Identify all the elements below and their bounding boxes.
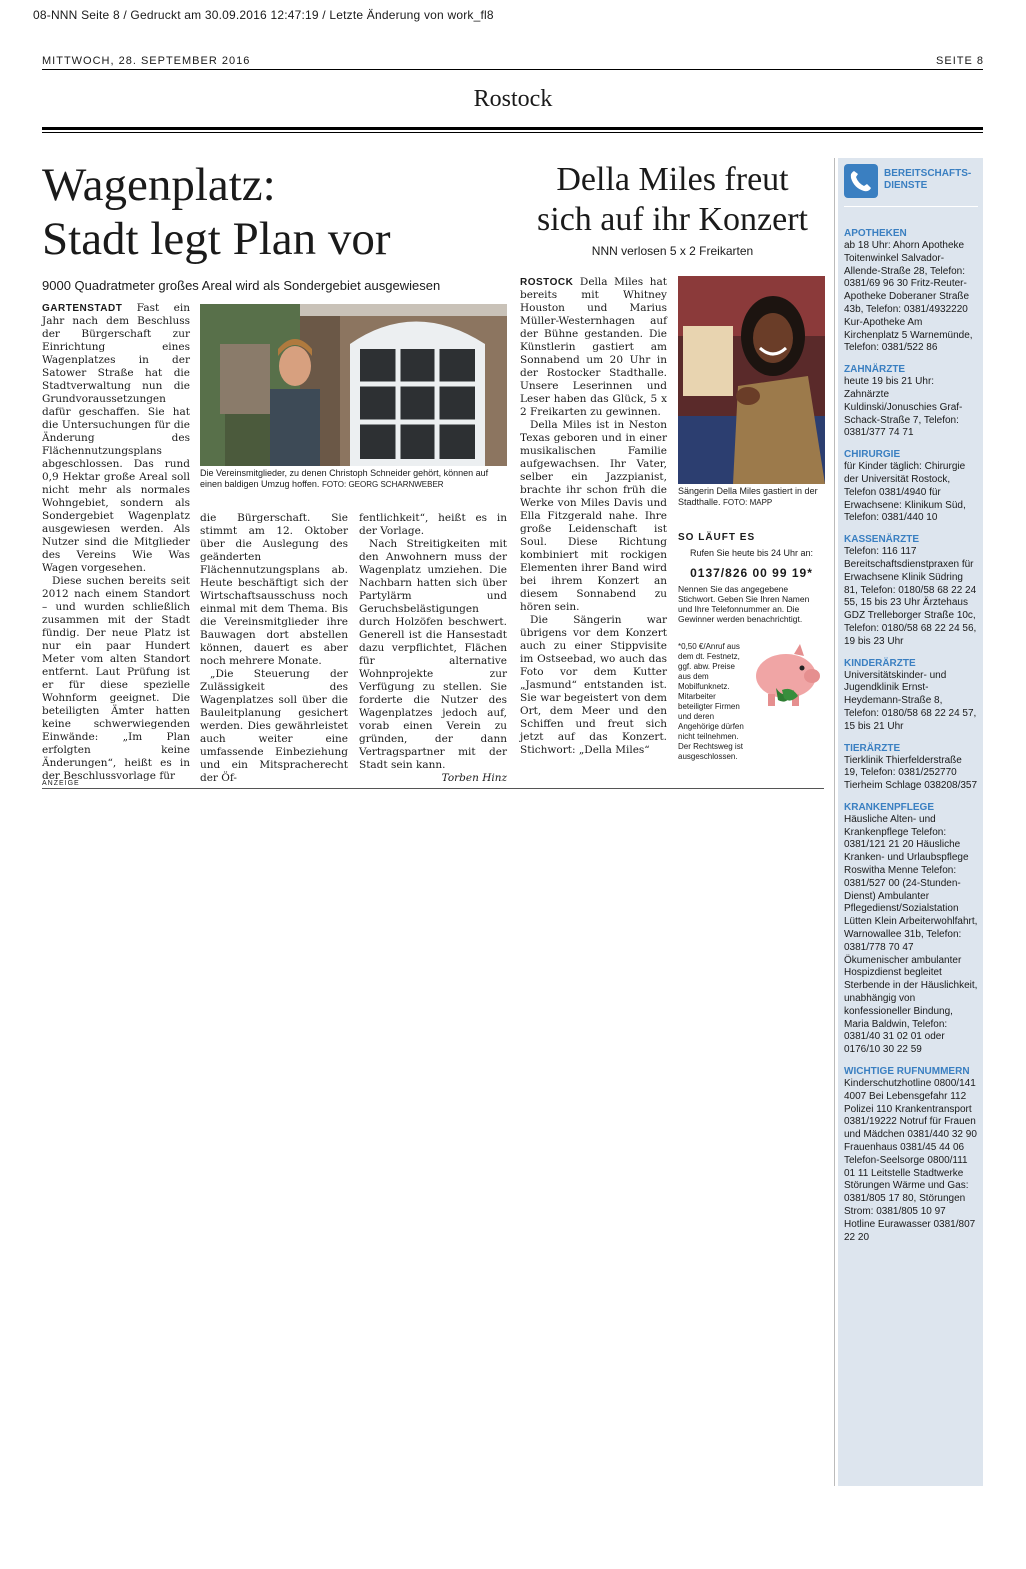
bereitschaftsdienste-sidebar — [838, 158, 983, 1486]
sidebar-title-line2: DIENSTE — [884, 180, 928, 191]
article2-photo-caption — [678, 486, 825, 508]
sidebar-category: KASSENÄRZTE — [844, 534, 920, 546]
article2-paragraph: Della Miles hat bereits mit Whitney Houston und Marius Müller-Westernhagen auf der Bühne gestanden. Die Künstlerin gastiert am Sonnabend um 20 Uhr in der Rostocker Stadthalle. Unsere Leserinnen und Leser haben das Glück, 5 x 2 Freikarten zu gewinnen. — [520, 276, 667, 418]
contest-instructions: Nennen Sie das angegebene Stichwort. Geben Sie Ihren Namen und Ihre Telefonnummer an. Die Gewinner werden benachrichtigt. — [678, 584, 810, 624]
section-title: Rostock — [473, 86, 553, 112]
article1-column-2 — [200, 512, 348, 785]
article2-column — [520, 276, 667, 757]
issue-date: MITTWOCH, 28. SEPTEMBER 2016 — [42, 55, 251, 67]
article1-caption-text: Die Vereinsmitglieder, zu denen Christoph Schneider gehört, können auf einen baldigen Umzug hoffen. — [200, 468, 489, 489]
contest-phone-number: 0137/826 00 99 19* — [690, 566, 813, 580]
sidebar-category: CHIRURGIE — [844, 449, 901, 461]
sidebar-entry: Kinderschutzhotline 0800/141 4007 Bei Lebensgefahr 112 Polizei 110 Krankentransport 0381/19222 Notruf für Frauen und Mädchen 0381/440 32 90 Frauenhaus 0381/45 44 06 Telefon-Seelsorge 0800/111 01 11 Leitstelle Stadtwerke Störungen Wärme und Gas: 0381/805 17 80, Störungen Strom: 0381/805 10 97 Hotline Eurawasser 0381/807 22 20 — [844, 1078, 977, 1243]
sidebar-rule — [844, 206, 978, 207]
article1-headline-line2: Stadt legt Plan vor — [42, 213, 391, 265]
page-number: SEITE 8 — [936, 55, 984, 67]
sidebar-category: ZAHNÄRZTE — [844, 364, 906, 376]
article2-headline-line1: Della Miles freut — [556, 161, 789, 198]
sidebar-separator — [834, 158, 835, 1486]
article2-headline-line2: sich auf ihr Konzert — [537, 201, 808, 238]
article2-paragraph: Die Sängerin war übrigens vor dem Konzert auch zu einer Stippvisite im Ostseebad, wo auch das Foto vor dem Kutter „Jasmund“ entstanden ist. Sie war begeistert von dem Ort, dem Meer und den Schiffen und freut sich jetzt auf das Konzert. Stichwort: „Della Miles“ — [520, 614, 667, 756]
sidebar-category: TIERÄRZTE — [844, 742, 901, 754]
sidebar-category: KINDERÄRZTE — [844, 657, 916, 669]
article1-dateline: GARTENSTADT — [42, 303, 123, 314]
sidebar-entry: Häusliche Alten- und Krankenpflege Telefon: 0381/121 21 20 Häusliche Kranken- und Urlaubspflege Roswitha Menne Telefon: 0381/527 00 (24-Stunden-Dienst) Ambulanter Pflegedienst/Sozialstation Lütten Klein Arbeiterwohlfahrt, Warnowallee 31b, Telefon: 0381/778 70 47 Ökumenischer ambulanter Hospizdienst begleitet Sterbende in der Häuslichkeit, unabhängig von konfessioneller Bindung, Maria Baldwin, Telefon: 0381/40 31 02 01 oder 0176/10 30 22 59 — [844, 813, 978, 1056]
article1-headline — [42, 158, 512, 266]
article2-subhead: NNN verlosen 5 x 2 Freikarten — [591, 244, 754, 258]
article1-paragraph: „Die Steuerung der Zulässigkeit des Wagenplatzes soll über die Bauleitplanung gesichert werden. Dies gewährleistet auch weiter eine umfassende Einbeziehung und ein Mitspracherecht der Öf- — [200, 668, 348, 784]
article1-paragraph: die Bürgerschaft. Sie stimmt am 12. Oktober über die Auslegung des geänderten Flächennutzungsplans ab. Heute beschäftigt sich der Wirtschaftsausschuss noch einmal mit dem Thema. Bis die Vereinsmitglieder ihre Bauwagen dort abstellen können, dauert es aber noch mehrere Monate. — [200, 512, 348, 667]
article1-column-1 — [42, 302, 190, 783]
sidebar-category: WICHTIGE RUFNUMMERN — [844, 1066, 970, 1078]
piggy-bank-icon — [746, 640, 824, 712]
article1-paragraph: Nach Streitigkeiten mit den Anwohnern muss der Wagenplatz umziehen. Die Nachbarn hatten sich über Partylärm und Geruchsbelästigungen durch Holzöfen beschwert. Generell ist die Hansestadt dazu verpflichtet, Flächen für alternative Wohnprojekte zur Verfügung zu stellen. Sie forderte die Nutzer des Wagenplatzes jedoch auf, vorab einen Verein zu gründen, der dann Vertragspartner mit der Stadt sein kann. — [359, 538, 507, 771]
article1-headline-line1: Wagenplatz: — [42, 159, 276, 211]
article1-paragraph: Fast ein Jahr nach dem Beschluss der Bürgerschaft zur Einrichtung eines Wagenplatzes in der Satower Straße hat die Stadtverwaltung nun die Grundvoraussetzungen dafür geschaffen. Sie hat die Untersuchungen für die Änderung des Flächennutzungsplans abgeschlossen. Das rund 0,9 Hektar große Areal soll nicht mehr als normales Wohngebiet, sondern als Sondergebiet Wagenplatz ausgewiesen werden. Als Nutzer sind die Mitglieder des Vereins Wie Was Wagen vorgesehen. — [42, 302, 190, 574]
anzeige-rule — [42, 788, 824, 789]
sidebar-entry: ab 18 Uhr: Ahorn Apotheke Toitenwinkel Salvador-Allende-Straße 28, Telefon: 0381/69 96 30 Fritz-Reuter-Apotheke Doberaner Straße 43b, Telefon: 0381/4932220 Kur-Apotheke Am Kirchenplatz 5 Warnemünde, Telefon: 0381/522 86 — [844, 240, 973, 354]
article2-paragraph: Della Miles ist in Neston Texas geboren und in einer musikalischen Familie aufgewachsen. Ihr Vater, selber ein Jazzpianist, brachte ihr schon früh die Werke von Miles Davis und Ella Fitzgerald nahe. Ihre große Leidenschaft ist Soul. Diese Richtung kombiniert mit rockigen Elementen ihrer Band wird bei ihrem Konzert an diesem Sonnabend zu hören sein. — [520, 419, 667, 613]
sidebar-title — [884, 168, 971, 192]
wagenplatz-photo — [200, 304, 507, 466]
contest-box-heading: SO LÄUFT ES — [678, 532, 756, 543]
article2-headline — [515, 160, 830, 240]
anzeige-label: ANZEIGE — [42, 780, 80, 787]
sidebar-list — [844, 228, 978, 1244]
sidebar-entry: Tierklinik Thierfelderstraße 19, Telefon: 0381/252770 Tierheim Schlage 038208/357 — [844, 754, 978, 792]
phone-icon — [844, 164, 878, 198]
sidebar-entry: heute 19 bis 21 Uhr: Zahnärzte Kuldinski/Jonuschies Graf-Schack-Straße 7, Telefon: 0381/377 74 71 — [844, 376, 963, 439]
sidebar-category: APOTHEKEN — [844, 228, 907, 239]
article1-paragraph: Diese suchen bereits seit 2012 nach einem Standort – und wurden schließlich zusammen mit der Stadt fündig. Der neue Platz ist nur ein paar Hundert Meter vom alten Standort entfernt. Laut Prüfung ist er für diese spezielle Wohnform geeignet. Die beteiligten Ämter hatten keine schwerwiegenden Einwände: „Im Plan erfolgten keine Änderungen“, heißt es in der Beschlussvorlage für — [42, 575, 190, 782]
header-rule — [42, 69, 983, 70]
section-rule-thick — [42, 127, 983, 130]
della-miles-photo — [678, 276, 825, 484]
contest-fine-print: *0,50 €/Anruf aus dem dt. Festnetz, ggf. abw. Preise aus dem Mobilfunknetz. Mitarbeiter beteiligter Firmen und deren Angehörige dürfen nicht teilnehmen. Der Rechtsweg ist ausgeschlossen. — [678, 642, 744, 761]
sidebar-entry: Telefon: 116 117 Bereitschaftsdienstpraxen für Erwachsene Klinik Südring 81, Telefon: 0180/58 68 22 24 55, 15 bis 23 Uhr Ärztehaus GDZ Trelleborger Straße 10c, Telefon: 0180/58 68 22 24 56, 19 bis 23 Uhr — [844, 546, 977, 647]
sidebar-title-line1: BEREITSCHAFTS- — [884, 168, 972, 179]
article1-paragraph: fentlichkeit“, heißt es in der Vorlage. — [359, 512, 507, 537]
sidebar-entry: Universitätskinder- und Jugendklinik Ernst-Heydemann-Straße 8, Telefon: 0180/58 68 22 24 57, 15 bis 21 Uhr — [844, 669, 977, 732]
article1-subhead: 9000 Quadratmeter großes Areal wird als Sondergebiet ausgewiesen — [42, 278, 441, 293]
article2-dateline: ROSTOCK — [520, 277, 574, 288]
sidebar-entry: für Kinder täglich: Chirurgie der Universität Rostock, Telefon 0381/4940 für Erwachsene: Klinikum Süd, Telefon: 0381/440 10 — [844, 461, 966, 524]
article2-caption-text: Sängerin Della Miles gastiert in der Stadthalle. — [678, 486, 818, 507]
section-rule-thin — [42, 132, 983, 133]
print-info-line: 08-NNN Seite 8 / Gedruckt am 30.09.2016 12:47:19 / Letzte Änderung von work_fl8 — [33, 8, 494, 22]
contest-box-intro: Rufen Sie heute bis 24 Uhr an: — [689, 548, 814, 558]
sidebar-header — [844, 164, 978, 200]
article1-photo-caption — [200, 468, 507, 490]
article2-photo-credit: FOTO: MAPP — [723, 498, 773, 507]
sidebar-category: KRANKENPFLEGE — [844, 801, 935, 813]
article1-author: Torben Hinz — [441, 772, 507, 784]
article1-column-3 — [359, 512, 507, 785]
article1-photo-credit: FOTO: GEORG SCHARNWEBER — [321, 480, 444, 489]
